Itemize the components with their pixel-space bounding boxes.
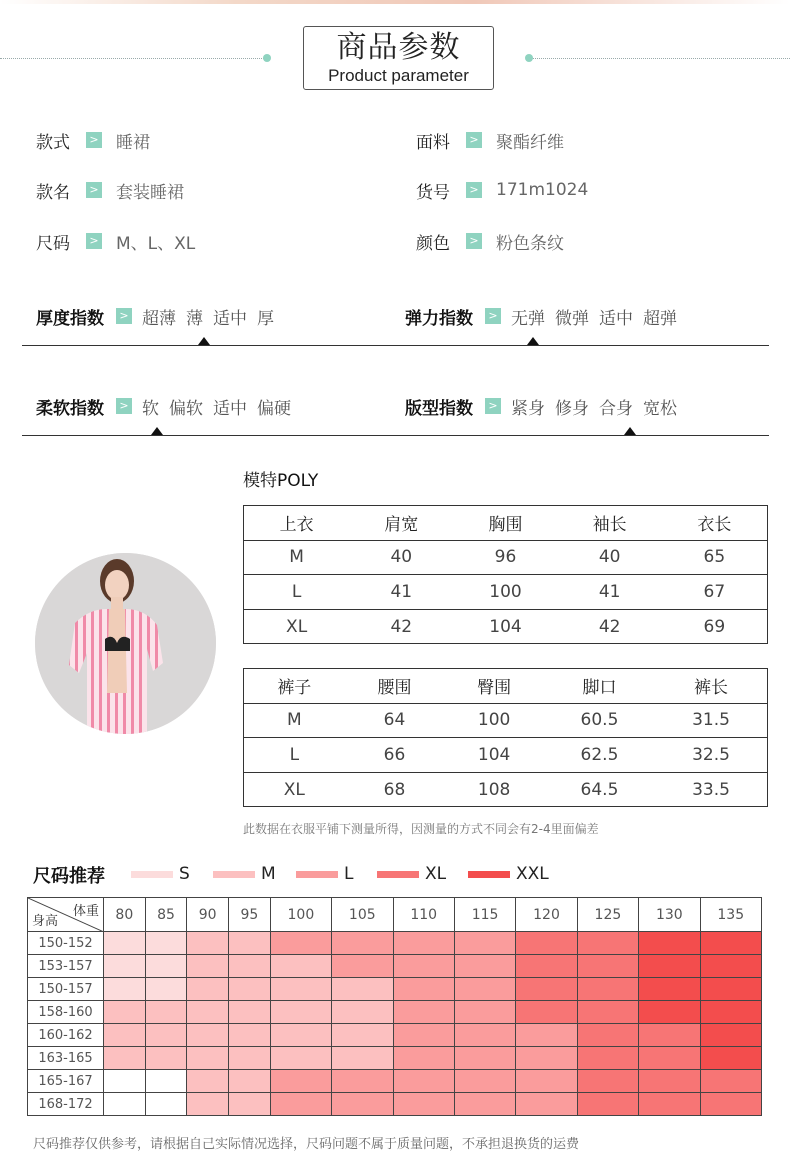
grid-size-cell — [577, 955, 638, 978]
grid-size-cell — [270, 978, 331, 1001]
grid-size-cell — [516, 1070, 577, 1093]
grid-weight-header: 100 — [270, 898, 331, 932]
triangle-marker-icon — [624, 427, 636, 435]
grid-size-cell — [229, 1047, 271, 1070]
grid-size-cell — [393, 955, 454, 978]
table-cell: 100 — [444, 703, 544, 738]
header-title-cn: 商品参数 — [336, 30, 461, 65]
header-dot-right — [525, 54, 533, 62]
table-cell: 100 — [453, 575, 557, 610]
table-cell: 33.5 — [655, 772, 768, 807]
grid-size-cell — [270, 1047, 331, 1070]
corner-weight-label: 体重 — [72, 904, 99, 919]
grid-height-label: 153-157 — [28, 955, 104, 978]
param-key: 款名 — [36, 182, 70, 203]
table-cell: 42 — [558, 609, 662, 644]
param-color — [416, 229, 564, 253]
param-name — [36, 178, 184, 202]
legend-label: XL — [425, 864, 447, 884]
index-option: 软 — [142, 398, 159, 419]
table-cell: 69 — [662, 609, 768, 644]
grid-size-cell — [639, 1093, 700, 1116]
table-cell: 32.5 — [655, 738, 768, 773]
index-option: 合身 — [599, 398, 633, 419]
grid-size-cell — [332, 932, 393, 955]
grid-weight-header: 95 — [229, 898, 271, 932]
index-option: 偏硬 — [257, 398, 291, 419]
table-row — [244, 609, 768, 644]
model-title: 模特POLY — [243, 471, 319, 491]
grid-size-cell — [104, 1047, 146, 1070]
table-cell: 96 — [453, 540, 557, 575]
index-fit — [405, 394, 687, 418]
grid-size-cell — [332, 1001, 393, 1024]
header-line-left — [0, 58, 266, 59]
table-cell: 胸围 — [453, 506, 557, 541]
grid-size-cell — [700, 978, 761, 1001]
table-cell: 肩宽 — [349, 506, 453, 541]
table-cell: 65 — [662, 540, 768, 575]
index-divider — [22, 345, 769, 346]
model-photo — [35, 553, 216, 734]
legend-item-xxl — [468, 864, 549, 884]
size-recommend-grid — [27, 897, 762, 1116]
grid-size-cell — [187, 955, 229, 978]
grid-size-cell — [145, 978, 187, 1001]
triangle-marker-icon — [151, 427, 163, 435]
grid-size-cell — [145, 955, 187, 978]
table-cell: M — [244, 703, 345, 738]
table-cell: 裤子 — [244, 669, 345, 704]
index-softness — [36, 394, 301, 418]
grid-height-label: 163-165 — [28, 1047, 104, 1070]
grid-size-cell — [454, 955, 515, 978]
param-key: 货号 — [416, 182, 450, 203]
grid-size-cell — [639, 955, 700, 978]
grid-size-cell — [577, 1093, 638, 1116]
arrow-right-icon: > — [466, 233, 482, 249]
legend-label: M — [261, 864, 276, 884]
arrow-right-icon: > — [485, 308, 501, 324]
index-option: 适中 — [213, 398, 247, 419]
arrow-right-icon: > — [116, 308, 132, 324]
param-key: 颜色 — [416, 233, 450, 254]
table-cell: 104 — [453, 609, 557, 644]
grid-size-cell — [700, 1001, 761, 1024]
grid-size-cell — [229, 1070, 271, 1093]
arrow-right-icon: > — [86, 182, 102, 198]
grid-size-cell — [577, 932, 638, 955]
grid-size-cell — [577, 978, 638, 1001]
table-header-row — [244, 669, 768, 704]
index-key: 厚度指数 — [36, 308, 104, 329]
grid-size-cell — [229, 955, 271, 978]
index-option: 无弹 — [511, 308, 545, 329]
param-value: 171m1024 — [496, 180, 589, 200]
grid-weight-header: 135 — [700, 898, 761, 932]
grid-size-cell — [454, 1070, 515, 1093]
grid-size-cell — [187, 1024, 229, 1047]
arrow-right-icon: > — [466, 132, 482, 148]
grid-height-label: 158-160 — [28, 1001, 104, 1024]
grid-row — [28, 1024, 762, 1047]
grid-size-cell — [104, 932, 146, 955]
param-value: 聚酯纤维 — [496, 132, 564, 153]
table-cell: 40 — [558, 540, 662, 575]
table-cell: L — [244, 738, 345, 773]
grid-size-cell — [393, 1024, 454, 1047]
table-cell: 108 — [444, 772, 544, 807]
grid-height-label: 160-162 — [28, 1024, 104, 1047]
grid-weight-header: 105 — [332, 898, 393, 932]
param-sku — [416, 178, 588, 202]
arrow-right-icon: > — [485, 398, 501, 414]
index-key: 柔软指数 — [36, 398, 104, 419]
grid-size-cell — [700, 1024, 761, 1047]
legend-item-m — [213, 864, 276, 884]
grid-size-cell — [229, 1001, 271, 1024]
grid-size-cell — [577, 1024, 638, 1047]
grid-size-cell — [577, 1001, 638, 1024]
grid-size-cell — [516, 1024, 577, 1047]
grid-size-cell — [104, 978, 146, 1001]
grid-row — [28, 1047, 762, 1070]
legend-swatch — [296, 871, 338, 878]
param-value: 睡裙 — [116, 132, 150, 153]
grid-size-cell — [187, 978, 229, 1001]
grid-size-cell — [187, 1001, 229, 1024]
table-cell: XL — [244, 609, 350, 644]
table-row — [244, 772, 768, 807]
grid-size-cell — [332, 1093, 393, 1116]
table-cell: 66 — [345, 738, 445, 773]
grid-size-cell — [454, 1024, 515, 1047]
table-cell: 腰围 — [345, 669, 445, 704]
grid-weight-header: 85 — [145, 898, 187, 932]
grid-size-cell — [270, 1024, 331, 1047]
grid-size-cell — [700, 1047, 761, 1070]
grid-size-cell — [187, 1093, 229, 1116]
grid-size-cell — [639, 932, 700, 955]
grid-weight-header: 80 — [104, 898, 146, 932]
table-cell: 袖长 — [558, 506, 662, 541]
grid-size-cell — [516, 932, 577, 955]
grid-size-cell — [639, 1047, 700, 1070]
table-cell: 60.5 — [544, 703, 655, 738]
grid-size-cell — [393, 1070, 454, 1093]
grid-size-cell — [145, 1024, 187, 1047]
table-cell: 臀围 — [444, 669, 544, 704]
legend-label: L — [344, 864, 354, 884]
grid-size-cell — [577, 1047, 638, 1070]
legend-swatch — [131, 871, 173, 878]
table-cell: 裤长 — [655, 669, 768, 704]
measurement-note: 此数据在衣服平铺下测量所得，因测量的方式不同会有2-4里面偏差 — [243, 822, 599, 836]
grid-size-cell — [516, 978, 577, 1001]
table-row — [244, 703, 768, 738]
index-thickness — [36, 304, 284, 328]
grid-size-cell — [700, 932, 761, 955]
grid-size-cell — [700, 1070, 761, 1093]
grid-size-cell — [187, 932, 229, 955]
header-title-en: Product parameter — [328, 66, 469, 85]
recommend-title: 尺码推荐 — [33, 866, 105, 887]
grid-size-cell — [577, 1070, 638, 1093]
table-cell: 41 — [349, 575, 453, 610]
param-value: M、L、XL — [116, 233, 196, 254]
grid-weight-header: 120 — [516, 898, 577, 932]
index-option: 紧身 — [511, 398, 545, 419]
param-size — [36, 229, 195, 253]
grid-size-cell — [270, 1001, 331, 1024]
table-cell: L — [244, 575, 350, 610]
param-value: 套装睡裙 — [116, 182, 184, 203]
corner-height-label: 身高 — [32, 914, 59, 929]
grid-size-cell — [104, 1070, 146, 1093]
header-dot-left — [263, 54, 271, 62]
grid-weight-header: 110 — [393, 898, 454, 932]
header-line-right — [530, 58, 790, 59]
grid-size-cell — [454, 932, 515, 955]
index-elasticity — [405, 304, 687, 328]
grid-size-cell — [104, 1001, 146, 1024]
table-cell: 40 — [349, 540, 453, 575]
legend-swatch — [468, 871, 510, 878]
grid-size-cell — [454, 1093, 515, 1116]
grid-size-cell — [393, 1047, 454, 1070]
table-cell: 脚口 — [544, 669, 655, 704]
legend-label: XXL — [516, 864, 549, 884]
grid-size-cell — [229, 978, 271, 1001]
legend-item-l — [296, 864, 353, 884]
index-option: 薄 — [186, 308, 203, 329]
grid-size-cell — [104, 1093, 146, 1116]
arrow-right-icon: > — [466, 182, 482, 198]
top-size-table — [243, 505, 768, 644]
grid-size-cell — [700, 1093, 761, 1116]
arrow-right-icon: > — [116, 398, 132, 414]
grid-size-cell — [229, 932, 271, 955]
triangle-marker-icon — [527, 337, 539, 345]
grid-size-cell — [332, 1070, 393, 1093]
table-cell: 68 — [345, 772, 445, 807]
grid-size-cell — [516, 1047, 577, 1070]
table-cell: 64 — [345, 703, 445, 738]
grid-size-cell — [393, 932, 454, 955]
grid-corner-cell — [28, 898, 104, 932]
grid-size-cell — [145, 1047, 187, 1070]
table-cell: 104 — [444, 738, 544, 773]
param-key: 面料 — [416, 132, 450, 153]
table-cell: 衣长 — [662, 506, 768, 541]
table-row — [244, 738, 768, 773]
legend-label: S — [179, 864, 190, 884]
grid-size-cell — [332, 978, 393, 1001]
grid-size-cell — [270, 932, 331, 955]
table-cell: 31.5 — [655, 703, 768, 738]
legend-item-xl — [377, 864, 446, 884]
grid-size-cell — [104, 1024, 146, 1047]
bottom-size-table — [243, 668, 768, 807]
grid-size-cell — [270, 955, 331, 978]
grid-size-cell — [145, 1070, 187, 1093]
table-cell: 62.5 — [544, 738, 655, 773]
grid-size-cell — [516, 955, 577, 978]
grid-row — [28, 1070, 762, 1093]
index-option: 适中 — [213, 308, 247, 329]
index-key: 版型指数 — [405, 398, 473, 419]
grid-weight-header: 90 — [187, 898, 229, 932]
grid-size-cell — [639, 1001, 700, 1024]
header-title-box — [303, 26, 494, 90]
grid-size-cell — [145, 1093, 187, 1116]
table-row — [244, 540, 768, 575]
grid-row — [28, 1093, 762, 1116]
grid-row — [28, 978, 762, 1001]
table-row — [244, 575, 768, 610]
grid-weight-header: 125 — [577, 898, 638, 932]
grid-row — [28, 955, 762, 978]
table-cell: 上衣 — [244, 506, 350, 541]
legend-swatch — [213, 871, 255, 878]
grid-size-cell — [516, 1001, 577, 1024]
index-divider — [22, 435, 769, 436]
index-option: 适中 — [599, 308, 633, 329]
param-value: 粉色条纹 — [496, 233, 564, 254]
param-style — [36, 128, 150, 152]
grid-size-cell — [454, 978, 515, 1001]
grid-size-cell — [187, 1070, 229, 1093]
grid-size-cell — [700, 955, 761, 978]
table-header-row — [244, 506, 768, 541]
param-fabric — [416, 128, 564, 152]
grid-size-cell — [270, 1070, 331, 1093]
table-cell: XL — [244, 772, 345, 807]
table-cell: 41 — [558, 575, 662, 610]
table-cell: 64.5 — [544, 772, 655, 807]
grid-size-cell — [145, 1001, 187, 1024]
grid-size-cell — [270, 1093, 331, 1116]
grid-size-cell — [454, 1047, 515, 1070]
table-cell: 42 — [349, 609, 453, 644]
index-option: 偏软 — [169, 398, 203, 419]
index-option: 厚 — [257, 308, 274, 329]
grid-size-cell — [393, 978, 454, 1001]
grid-size-cell — [332, 1024, 393, 1047]
grid-size-cell — [332, 955, 393, 978]
grid-size-cell — [393, 1093, 454, 1116]
legend-swatch — [377, 871, 419, 878]
grid-size-cell — [639, 978, 700, 1001]
grid-height-label: 165-167 — [28, 1070, 104, 1093]
arrow-right-icon: > — [86, 233, 102, 249]
top-decor-strip — [0, 0, 790, 4]
grid-size-cell — [393, 1001, 454, 1024]
grid-size-cell — [229, 1093, 271, 1116]
index-option: 宽松 — [643, 398, 677, 419]
grid-weight-header: 130 — [639, 898, 700, 932]
grid-row — [28, 1001, 762, 1024]
grid-size-cell — [639, 1024, 700, 1047]
index-option: 超弹 — [643, 308, 677, 329]
footer-disclaimer: 尺码推荐仅供参考，请根据自己实际情况选择，尺码问题不属于质量问题，不承担退换货的运费 — [33, 1137, 580, 1152]
param-key: 尺码 — [36, 233, 70, 254]
index-option: 微弹 — [555, 308, 589, 329]
grid-row — [28, 932, 762, 955]
index-option: 超薄 — [142, 308, 176, 329]
grid-size-cell — [454, 1001, 515, 1024]
grid-size-cell — [516, 1093, 577, 1116]
grid-size-cell — [332, 1047, 393, 1070]
grid-height-label: 150-152 — [28, 932, 104, 955]
grid-header-row — [28, 898, 762, 932]
index-key: 弹力指数 — [405, 308, 473, 329]
table-cell: 67 — [662, 575, 768, 610]
legend-item-s — [131, 864, 190, 884]
index-option: 修身 — [555, 398, 589, 419]
grid-size-cell — [639, 1070, 700, 1093]
triangle-marker-icon — [198, 337, 210, 345]
arrow-right-icon: > — [86, 132, 102, 148]
grid-height-label: 150-157 — [28, 978, 104, 1001]
grid-size-cell — [229, 1024, 271, 1047]
grid-weight-header: 115 — [454, 898, 515, 932]
grid-size-cell — [104, 955, 146, 978]
table-cell: M — [244, 540, 350, 575]
grid-size-cell — [145, 932, 187, 955]
grid-height-label: 168-172 — [28, 1093, 104, 1116]
grid-size-cell — [187, 1047, 229, 1070]
param-key: 款式 — [36, 132, 70, 153]
